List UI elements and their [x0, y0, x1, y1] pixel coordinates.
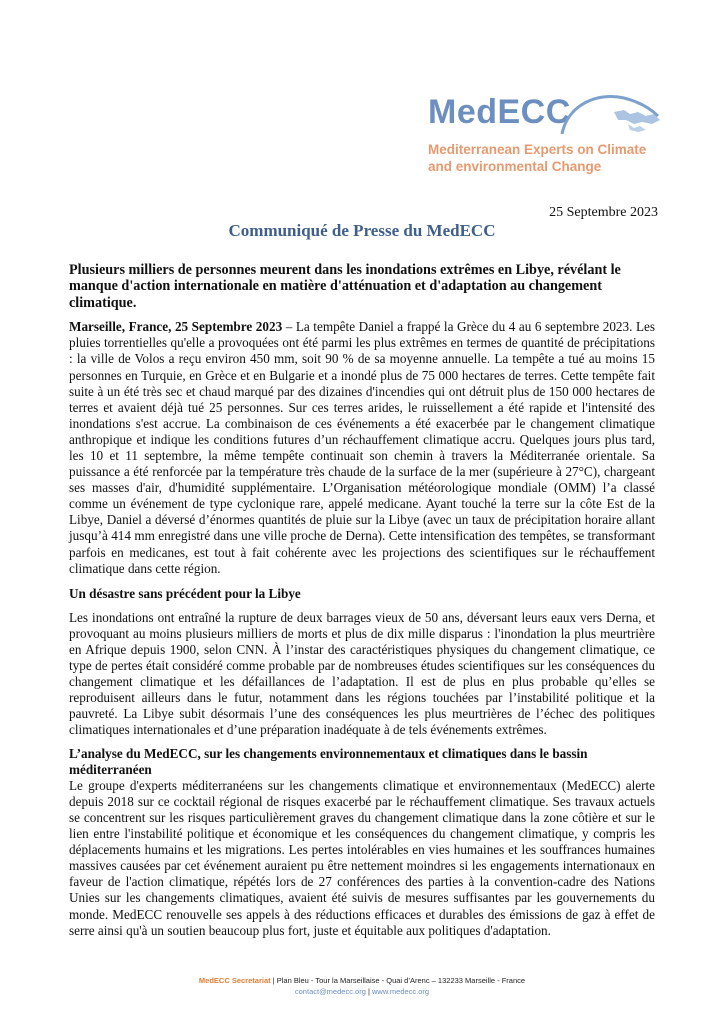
footer-email-link[interactable]: contact@medecc.org — [294, 987, 366, 996]
dateline: Marseille, France, 25 Septembre 2023 — [69, 319, 283, 335]
intro-text: – La tempête Daniel a frappé la Grèce du 4 au 6 septembre 2023. Les pluies torrentielles qu'elle a provoquées ont été parmi les plus extrêmes en termes de quantité de précipitations : la ville de Volos a reçu environ 450 mm, soit 90 % de sa moyenne annuelle. La tempête a tué au moins 15 personnes en Turquie, en Grèce et en Bulgarie et a inondé plus de 75 000 hectares de terres. Cette tempête fait suite à un été très sec et chaud marqué par des dizaines d'incendies qui ont détruit plus de 150 000 hectares de terres et avaient déjà tué 25 personnes. Sur ces terres arides, le ruissellement a été rapide et l'intensité des inondations s'est accrue. La combinaison de ces événements a été exacerbée par le changement climatique anthropique et indique les conditions futures d’un réchauffement climatique accru. Quelques jours plus tard, les 10 et 11 septembre, la même tempête continuait son chemin à travers la Méditerranée orientale. Sa puissance a été renforcée par la température très chaude de la surface de la mer (supérieure à 27°C), chargeant ses masses d'air, d'humidité supplémentaire. L’Organisation météorologique mondiale (OMM) l’a classé comme un événement de type cyclonique rare, appelé medicane. Ayant touché la terre sur la côte Est de la Libye, Daniel a déversé d’énormes quantités de pluie sur la Libye (avec un taux de précipitation horaire allant jusqu’à 414 mm enregistré dans une ville proche de Derna). Cette intensification des tempêtes, se transformant parfois en medicanes, est tout à fait cohérente avec les projections des scientifiques sur le réchauffement climatique dans cette région. — [69, 319, 655, 576]
release-date: 25 Septembre 2023 — [549, 205, 658, 220]
page-title: Communiqué de Presse du MedECC — [228, 221, 496, 240]
section2-heading: L’analyse du MedECC, sur les changements environnementaux et climatiques dans le bassin méditerranéen — [69, 745, 588, 777]
section1-heading: Un désastre sans précédent pour la Libye — [69, 585, 301, 601]
logo-tagline — [428, 141, 646, 175]
mediterranean-map-icon — [554, 90, 674, 142]
logo-wordmark: MedECC — [428, 93, 571, 131]
medecc-logo — [428, 92, 668, 182]
logo-tagline-line2: and environmental Change — [428, 159, 602, 174]
intro-paragraph — [69, 319, 655, 577]
footer-line1 — [0, 975, 724, 986]
logo-tagline-line1: Mediterranean Experts on Climate — [428, 142, 647, 157]
headline: Plusieurs milliers de personnes meurent dans les inondations extrêmes en Libye, révélant le manque d'action internationale en matière d'atténuation et d'adaptation au changement climatique. — [69, 262, 621, 311]
document-body — [69, 262, 655, 939]
section2-paragraph: Le groupe d'experts méditerranéens sur les changements climatique et environnementaux (MedECC) alerte depuis 2018 sur ce cocktail régional de risques exacerbé par le réchauffement climatique. Ses travaux actuels se concentrent sur les risques particulièrement graves du changement climatique dans la zone côtière et sur le lien entre l'instabilité politique et économique et les conséquences du changement climatique, y compris les déplacements humains et les migrations. Les pertes intolérables en vies humaines et les souffrances humaines massives causées par cet événement auraient pu être nettement moindres si les engagements internationaux en faveur de l'action climatique, répétés lors de 27 conférences des parties à la convention-cadre des Nations Unies sur les changements climatiques, avaient été suivis de mesures suffisantes par les gouvernements du monde. MedECC renouvelle ses appels à des réductions efficaces et durables des émissions de gaz à effet de serre ainsi qu'à un soutien beaucoup plus fort, juste et équitable aux politiques d'adaptation. — [69, 777, 655, 938]
footer-website-link[interactable]: www.medecc.org — [372, 987, 430, 996]
section1-paragraph: Les inondations ont entraîné la rupture de deux barrages vieux de 50 ans, déversant leurs eaux vers Derna, et provoquant au moins plusieurs milliers de morts et plus de dix mille disparus : l'inondation la plus meurtrière en Afrique depuis 1900, selon CNN. À l’instar des caractéristiques physiques du changement climatique, ce type de pertes était considéré comme probable par de nombreuses études scientifiques sur les conséquences du changement climatique et les défaillances de l’adaptation. Il est de plus en plus probable qu’elles se reproduisent ailleurs dans le futur, notamment dans les régions touchées par l’instabilité politique et la pauvreté. La Libye subit désormais l’une des conséquences les plus meurtrières de l’échec des politiques climatiques internationales et d’une préparation inadéquate à de tels événements extrêmes. — [69, 609, 655, 738]
page-footer — [0, 975, 724, 997]
footer-secretariat: MedECC Secretariat — [198, 976, 271, 985]
footer-separator: | — [365, 987, 372, 996]
footer-address: | Plan Bleu - Tour la Marseillaise - Quai d’Arenc – 132233 Marseille - France — [270, 976, 526, 985]
footer-line2 — [0, 986, 724, 997]
